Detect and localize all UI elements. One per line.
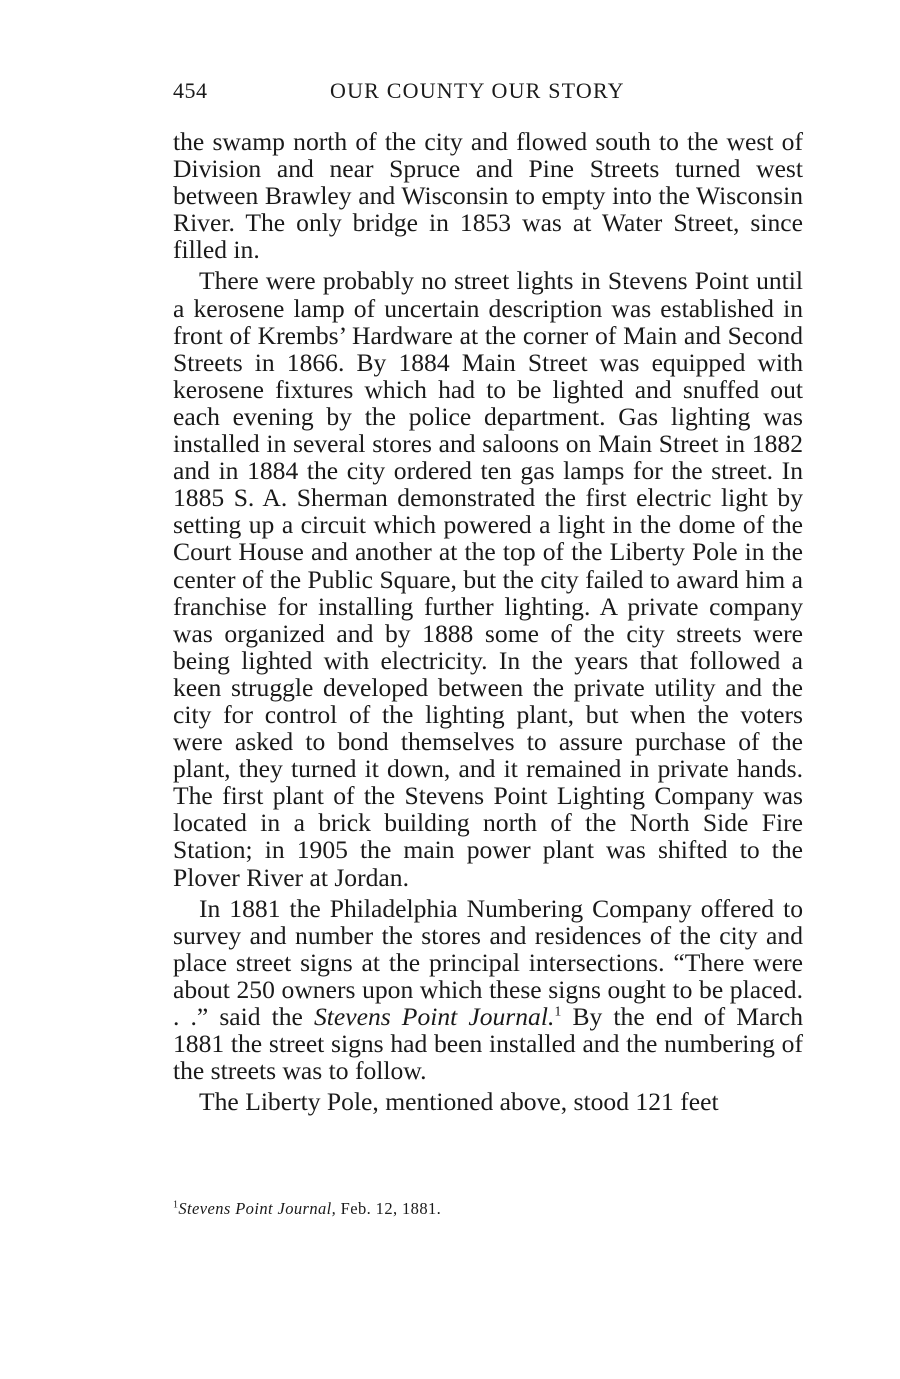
paragraph-liberty-pole: The Liberty Pole, mentioned above, stood 121 feet <box>199 1087 719 1117</box>
journal-title: Stevens Point Journal. <box>313 1002 555 1031</box>
footnote-source: Stevens Point Journal, <box>178 1199 337 1218</box>
body-text <box>173 128 803 1115</box>
paragraph-text-start: In 1881 the Philadelphia Numbering Company offered to survey and number the stores and residences of the city and place street signs at the principal intersections. “There were about 250 owners upon which these signs ought to be placed. . .” said the <box>173 893 803 1031</box>
footnote-mark: 1 <box>173 1199 179 1211</box>
paragraph-street-numbering <box>173 895 803 1085</box>
page-number: 454 <box>173 78 208 103</box>
running-head <box>173 78 803 110</box>
footnote-reference[interactable]: 1 <box>554 1004 562 1020</box>
paragraph-continued: the swamp north of the city and flowed south to the west of Division and near Spruce and Pine Streets turned west between Brawley and Wisconsin to empty into the Wisconsin River. The only bridge in 1853 was at Water Street, since filled in. <box>173 127 803 265</box>
running-title: OUR COUNTY OUR STORY <box>330 78 625 103</box>
footnote <box>173 1199 803 1219</box>
paragraph-street-lights: There were probably no street lights in Stevens Point until a kerosene lamp of uncertain description was established in front of Krembs’ Hardware at the corner of Main and Second Streets in 1866. By 1884 Main Street was equipped with kerosene fixtures which had to be lighted and snuffed out each evening by the police department. Gas lighting was installed in several stores and saloons on Main Street in 1882 and in 1884 the city ordered ten gas lamps for the street. In 1885 S. A. Sherman demonstrated the first electric light by setting up a circuit which powered a light in the dome of the Court House and another at the top of the Liberty Pole in the center of the Public Square, but the city failed to award him a franchise for installing further lighting. A private company was organized and by 1888 some of the city streets were being lighted with electricity. In the years that followed a keen struggle developed between the private utility and the city for control of the lighting plant, but when the voters were asked to bond themselves to assure purchase of the plant, they turned it down, and it remained in private hands. The first plant of the Stevens Point Lighting Company was located in a brick building north of the North Side Fire Station; in 1905 the main power plant was shifted to the Plover River at Jordan. <box>173 266 803 892</box>
paragraph-text-end: By the end of March 1881 the street signs had been installed and the numbering of the streets was to follow. <box>173 1002 803 1086</box>
footnote-detail: Feb. 12, 1881. <box>336 1199 442 1218</box>
